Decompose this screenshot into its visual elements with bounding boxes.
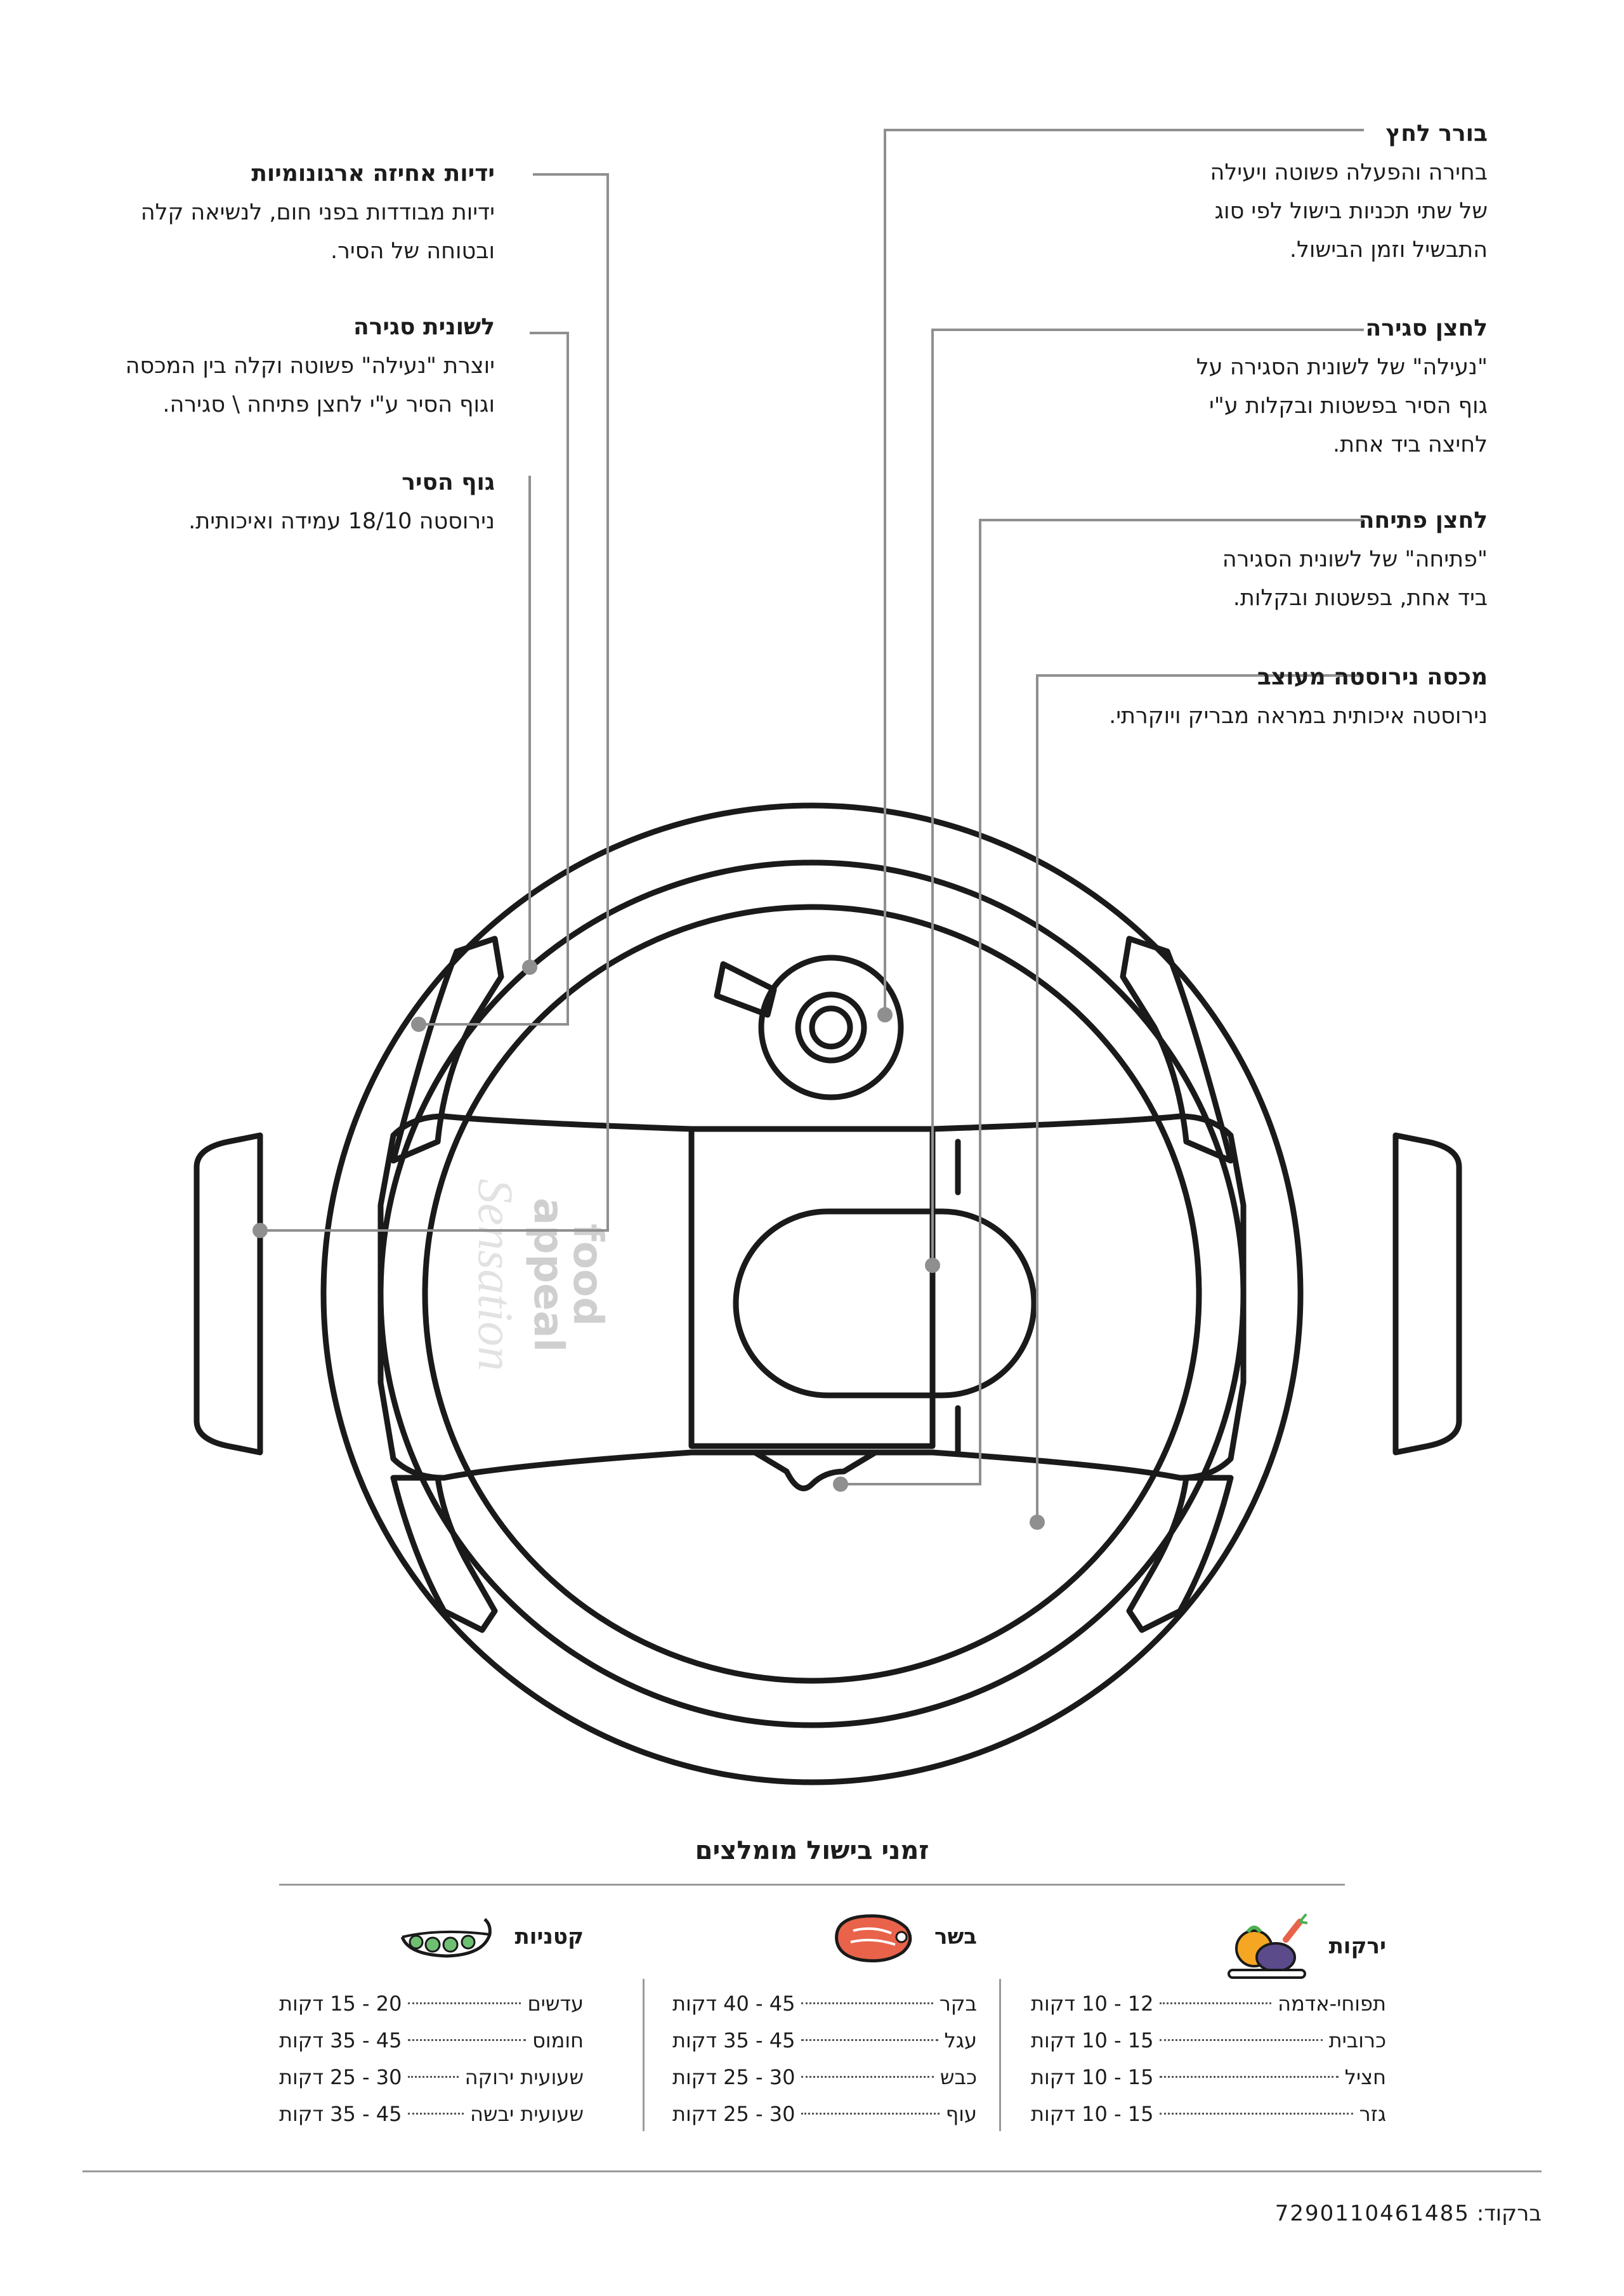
table-row xyxy=(279,2022,584,2059)
item-time: 15 - 10 דקות xyxy=(1031,2065,1154,2089)
item-name: חציל xyxy=(1344,2065,1386,2089)
legumes-heading: קטניות xyxy=(514,1924,584,1950)
pressure-valve-knob xyxy=(812,1008,850,1047)
annotation-line: וגוף הסיר ע"י לחצן פתיחה \ סגירה. xyxy=(162,392,495,417)
table-row xyxy=(672,2022,977,2059)
item-time: 30 - 25 דקות xyxy=(279,2065,402,2089)
cooking-times-divider xyxy=(279,1884,1345,1886)
table-row xyxy=(279,2059,584,2096)
leader-dot-lid xyxy=(1030,1515,1045,1530)
table-row xyxy=(672,1985,977,2022)
table-row xyxy=(1031,2022,1386,2059)
item-time: 45 - 35 דקות xyxy=(279,2102,402,2126)
annotation-lid xyxy=(1109,658,1488,736)
vegetables-column xyxy=(1031,1909,1386,2132)
annotation-line: התבשיל וזמן הבישול. xyxy=(1289,237,1488,263)
item-time: 15 - 10 דקות xyxy=(1031,2102,1154,2126)
watermark-food: food xyxy=(564,1223,611,1326)
dot-leader xyxy=(801,2076,933,2078)
annotation-line: "פתיחה" של לשונית הסגירה xyxy=(1222,547,1488,572)
meat-header xyxy=(672,1909,977,1960)
watermark-appeal: appeal xyxy=(525,1197,572,1352)
annotation-line: גוף הסיר בפשטות ובקלות ע"י xyxy=(1208,393,1488,419)
lock-button xyxy=(736,1211,1034,1395)
vegetables-icon xyxy=(1222,1909,1311,1985)
dot-leader xyxy=(1160,2076,1338,2078)
handle-left xyxy=(197,1135,260,1452)
handle-right xyxy=(1396,1135,1459,1452)
item-time: 45 - 35 דקות xyxy=(672,2028,796,2052)
dot-leader xyxy=(408,2113,464,2115)
leader-lid xyxy=(1037,675,1364,1522)
table-row xyxy=(672,2096,977,2132)
leader-dot-handles xyxy=(252,1223,268,1238)
annotation-line: ביד אחת, בפשטות ובקלות. xyxy=(1233,585,1488,611)
table-row xyxy=(279,1985,584,2022)
annotation-line: בחירה והפעלה פשוטה ויעילה xyxy=(1210,160,1488,185)
table-row xyxy=(1031,2059,1386,2096)
closing-tab-top-right xyxy=(1123,939,1231,1161)
lid-center-plate xyxy=(691,1129,933,1446)
dot-leader xyxy=(801,2002,933,2004)
annotation-title: לחצן סגירה xyxy=(1365,315,1488,341)
vegetables-heading: ירקות xyxy=(1328,1933,1386,1959)
pressure-valve-dial xyxy=(798,995,864,1060)
item-name: חומוס xyxy=(532,2028,584,2052)
pressure-valve-body xyxy=(761,958,901,1097)
item-name: כרובית xyxy=(1328,2028,1386,2052)
cooking-times-title: זמני בישול מומלצים xyxy=(695,1836,929,1865)
closing-tab-bottom-left xyxy=(393,1478,495,1630)
annotation-line: נירוסטה 18/10 עמידה ואיכותית. xyxy=(188,509,495,534)
barcode-value: 7290110461485 xyxy=(1274,2201,1470,2226)
dot-leader xyxy=(1160,2113,1352,2115)
footer-divider xyxy=(82,2170,1542,2172)
annotation-title: ידיות אחיזה ארגונומיות xyxy=(251,160,495,186)
dot-leader xyxy=(408,2039,526,2041)
annotation-title: בורר לחץ xyxy=(1385,121,1488,147)
annotation-closing-tab xyxy=(126,308,495,424)
table-row xyxy=(672,2059,977,2096)
meat-column xyxy=(672,1909,977,2132)
annotation-line: נירוסטה איכותית במראה מבריק ויוקרתי. xyxy=(1109,703,1488,729)
item-name: עגל xyxy=(944,2028,977,2052)
legumes-column xyxy=(279,1909,584,2132)
leader-dot-open-button xyxy=(833,1477,848,1492)
pea-pod-icon xyxy=(396,1909,497,1966)
barcode xyxy=(1275,2195,1542,2233)
annotation-close-button xyxy=(1196,309,1488,464)
watermark-sensation: Sensation xyxy=(468,1178,523,1371)
item-name: תפוחי-אדמה xyxy=(1278,1992,1386,2016)
item-time: 20 - 15 דקות xyxy=(279,1992,402,2016)
dot-leader xyxy=(801,2113,939,2115)
item-name: שעועית יבשה xyxy=(469,2102,584,2126)
annotation-line: ובטוחה של הסיר. xyxy=(331,238,495,264)
item-name: בקר xyxy=(939,1992,977,2016)
annotation-line: ידיות מבודדות בפני חום, לנשיאה קלה xyxy=(140,200,495,225)
annotation-title: מכסה נירוסטה מעוצב xyxy=(1257,664,1488,690)
dot-leader xyxy=(408,2002,521,2004)
watermark xyxy=(468,1178,611,1371)
column-separator xyxy=(643,1979,645,2131)
item-time: 45 - 40 דקות xyxy=(672,1992,796,2016)
item-name: כבש xyxy=(940,2065,977,2089)
column-separator xyxy=(999,1979,1001,2131)
leader-dot-pressure-selector xyxy=(877,1007,893,1022)
dot-leader xyxy=(408,2076,458,2078)
dot-leader xyxy=(1160,2039,1322,2041)
annotation-line: לחיצה ביד אחת. xyxy=(1332,432,1488,457)
item-name: עדשים xyxy=(527,1992,584,2016)
leader-dot-pot-body xyxy=(522,960,537,975)
item-time: 12 - 10 דקות xyxy=(1031,1992,1154,2016)
annotation-line: יוצרת "נעילה" פשוטה וקלה בין המכסה xyxy=(125,353,495,379)
table-row xyxy=(1031,2096,1386,2132)
annotation-line: "נעילה" של לשונית הסגירה על xyxy=(1196,355,1488,380)
item-time: 45 - 35 דקות xyxy=(279,2028,402,2052)
annotation-title: גוף הסיר xyxy=(402,469,495,495)
annotation-pot-body xyxy=(188,463,495,541)
annotation-handles xyxy=(141,154,495,271)
annotation-title: לחצן פתיחה xyxy=(1358,507,1488,533)
closing-tab-top-left xyxy=(393,939,501,1161)
item-name: שעועית ירוקה xyxy=(464,2065,584,2089)
table-row xyxy=(279,2096,584,2132)
leader-dot-close-button xyxy=(925,1258,940,1273)
annotation-line: של שתי תכניות בישול לפי סוג xyxy=(1214,199,1488,224)
annotation-pressure-selector xyxy=(1210,114,1488,270)
item-time: 30 - 25 דקות xyxy=(672,2065,796,2089)
steak-icon xyxy=(828,1909,917,1966)
table-row xyxy=(1031,1985,1386,2022)
barcode-label: ברקוד: xyxy=(1476,2201,1542,2226)
item-time: 30 - 25 דקות xyxy=(672,2102,796,2126)
annotation-title: לשונית סגירה xyxy=(353,314,495,340)
dot-leader xyxy=(801,2039,938,2041)
dot-leader xyxy=(1160,2002,1271,2004)
item-name: עוף xyxy=(945,2102,977,2126)
item-time: 15 - 10 דקות xyxy=(1031,2028,1154,2052)
item-name: גזר xyxy=(1359,2102,1386,2126)
vegetables-header xyxy=(1031,1909,1386,1960)
meat-heading: בשר xyxy=(934,1924,977,1950)
annotation-open-button xyxy=(1222,501,1488,618)
leader-dot-closing-tab xyxy=(411,1017,426,1032)
closing-tab-bottom-right xyxy=(1129,1478,1231,1630)
legumes-header xyxy=(279,1909,584,1960)
